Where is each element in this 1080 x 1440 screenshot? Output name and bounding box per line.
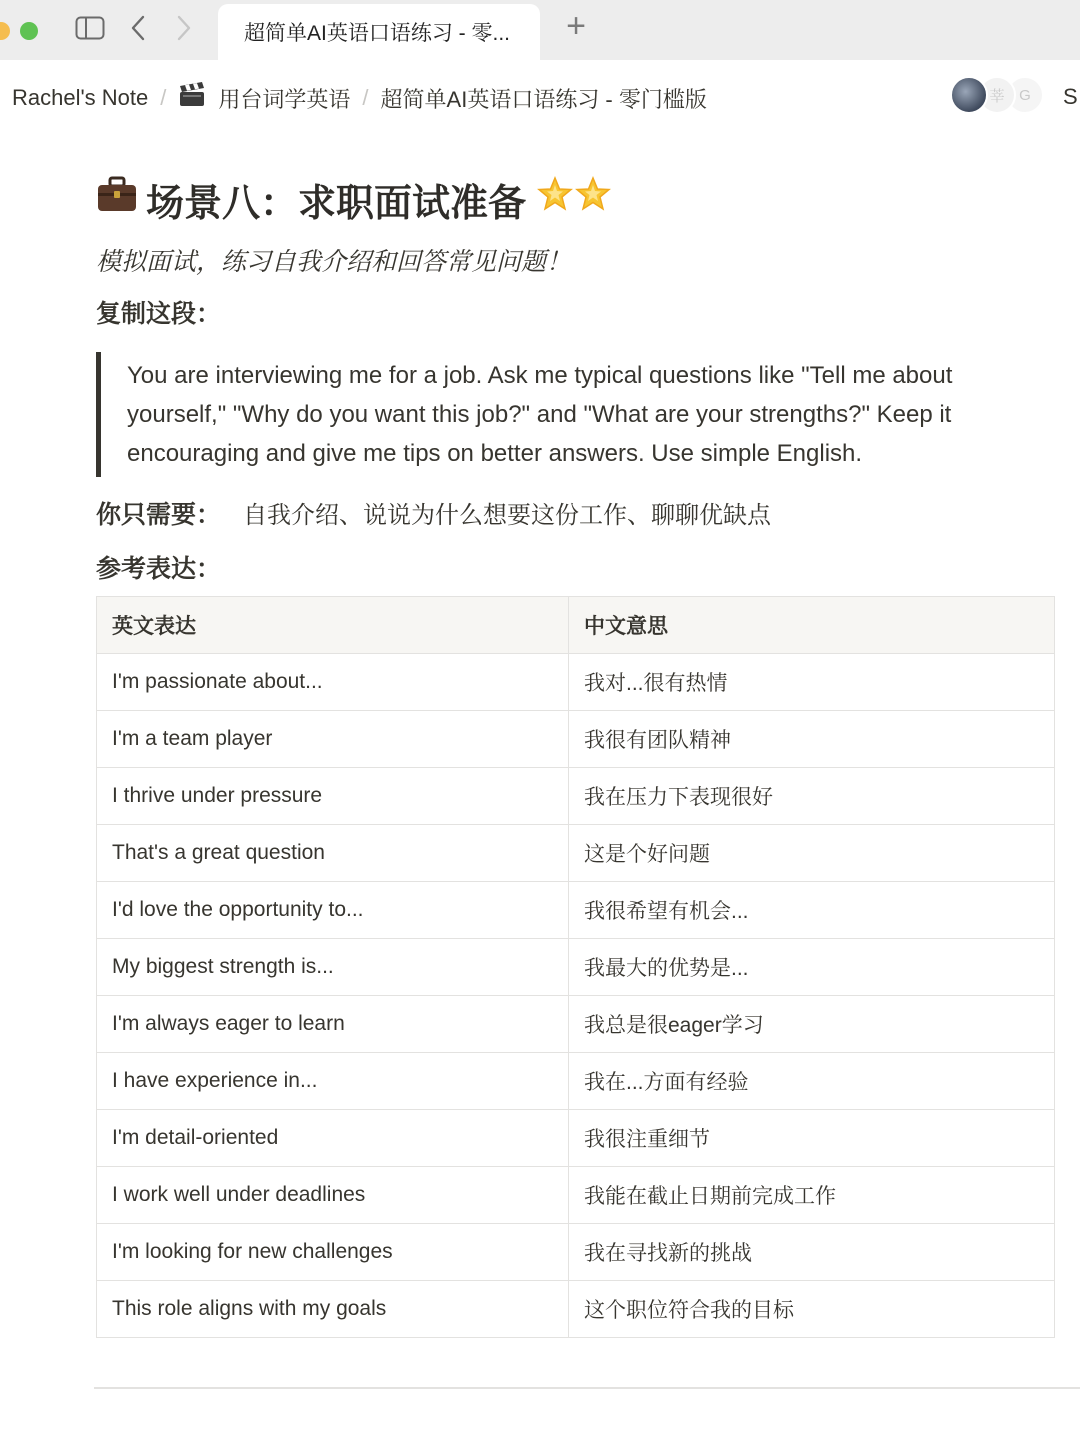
briefcase-icon [96, 175, 138, 223]
new-tab-button[interactable] [556, 8, 596, 44]
needs-line [96, 495, 1056, 531]
table-cell[interactable]: That's a great question [97, 825, 569, 882]
table-cell[interactable]: 这是个好问题 [569, 825, 1055, 882]
divider [94, 1387, 1080, 1389]
table-cell[interactable]: 我最大的优势是... [569, 939, 1055, 996]
zoom-window-button[interactable] [20, 22, 38, 40]
table-cell[interactable]: 我在压力下表现很好 [569, 768, 1055, 825]
breadcrumb-label: 超简单AI英语口语练习 - 零门槛版 [380, 86, 707, 112]
table-cell[interactable]: 我在寻找新的挑战 [569, 1224, 1055, 1281]
table-row [97, 1110, 1055, 1167]
back-button[interactable] [122, 12, 154, 48]
table-cell[interactable]: I have experience in... [97, 1053, 569, 1110]
breadcrumb-label: Rachel's Note [12, 85, 149, 110]
breadcrumb-item-current-page[interactable] [381, 83, 707, 114]
sidebar-toggle-button[interactable] [72, 12, 108, 48]
page-header-bar [0, 60, 1080, 132]
table-cell[interactable]: I'm a team player [97, 711, 569, 768]
avatar[interactable]: 莘 [978, 76, 1016, 114]
table-row [97, 768, 1055, 825]
table-cell[interactable]: 我总是很eager学习 [569, 996, 1055, 1053]
glowing-star-icon [536, 175, 574, 223]
share-button[interactable]: S [1063, 84, 1078, 109]
table-cell[interactable]: 我在...方面有经验 [569, 1053, 1055, 1110]
needs-label: 你只需要： [96, 501, 222, 529]
sidebar-icon [75, 16, 105, 45]
table-row [97, 1167, 1055, 1224]
reference-label: 参考表达： [96, 555, 222, 583]
forward-button[interactable] [168, 12, 200, 48]
table-header-row [97, 597, 1055, 654]
minimize-window-button[interactable] [0, 22, 10, 40]
table-cell[interactable]: My biggest strength is... [97, 939, 569, 996]
clapperboard-icon [178, 82, 206, 114]
collaborator-avatars[interactable] [950, 76, 1050, 118]
breadcrumb-label: 用台词学英语 [218, 86, 351, 112]
column-header-chinese[interactable]: 中文意思 [569, 597, 1055, 654]
table-row [97, 1053, 1055, 1110]
browser-tab-bar [0, 0, 1080, 61]
page-content [96, 170, 1056, 585]
table-cell[interactable]: 我很希望有机会... [569, 882, 1055, 939]
page-title [96, 170, 1056, 228]
page-title-text: 场景八：求职面试准备 [146, 182, 527, 225]
table-cell[interactable]: 我很有团队精神 [569, 711, 1055, 768]
table-row [97, 939, 1055, 996]
table-body [97, 654, 1055, 1338]
table-cell[interactable]: 我很注重细节 [569, 1110, 1055, 1167]
column-header-english[interactable]: 英文表达 [97, 597, 569, 654]
table-cell[interactable]: 我对...很有热情 [569, 654, 1055, 711]
table-row [97, 882, 1055, 939]
breadcrumb-item-rachels-note[interactable] [12, 85, 148, 111]
table-cell[interactable]: I thrive under pressure [97, 768, 569, 825]
table-row [97, 654, 1055, 711]
table-cell[interactable]: I work well under deadlines [97, 1167, 569, 1224]
avatar[interactable] [950, 76, 988, 114]
table-cell[interactable]: 这个职位符合我的目标 [569, 1281, 1055, 1338]
table-cell[interactable]: I'm looking for new challenges [97, 1224, 569, 1281]
glowing-star-icon [574, 175, 612, 223]
chevron-right-icon [176, 15, 192, 46]
avatar[interactable]: G [1006, 76, 1044, 114]
copy-label: 复制这段： [96, 300, 222, 328]
breadcrumb-item-movie-lines[interactable] [178, 82, 350, 114]
tab-title: 超简单AI英语口语练习 - 零... [244, 22, 511, 45]
chevron-left-icon [130, 15, 146, 46]
table-row [97, 1224, 1055, 1281]
breadcrumb-separator: / [362, 85, 369, 110]
page-subtitle: 模拟面试，练习自我介绍和回答常见问题！ [96, 248, 572, 276]
breadcrumb [12, 82, 707, 114]
needs-value: 自我介绍、说说为什么想要这份工作、聊聊优缺点 [243, 502, 772, 529]
plus-icon: + [566, 6, 586, 45]
breadcrumb-separator: / [160, 85, 167, 110]
table-row [97, 825, 1055, 882]
table-cell[interactable]: 我能在截止日期前完成工作 [569, 1167, 1055, 1224]
table-cell[interactable]: I'm passionate about... [97, 654, 569, 711]
phrase-table [96, 596, 1055, 1338]
table-cell[interactable]: This role aligns with my goals [97, 1281, 569, 1338]
table-cell[interactable]: I'm always eager to learn [97, 996, 569, 1053]
table-row [97, 1281, 1055, 1338]
table-row [97, 996, 1055, 1053]
table-cell[interactable]: I'm detail-oriented [97, 1110, 569, 1167]
title-stars [536, 175, 612, 223]
table-row [97, 711, 1055, 768]
active-tab[interactable] [218, 4, 540, 60]
prompt-quote-block[interactable]: You are interviewing me for a job. Ask me typical questions like "Tell me about yourself," "Why do you want this job?" and "What are your strengths?" Keep it encouraging and give me tips on better answers. Use simple English. [96, 352, 1026, 477]
table-cell[interactable]: I'd love the opportunity to... [97, 882, 569, 939]
